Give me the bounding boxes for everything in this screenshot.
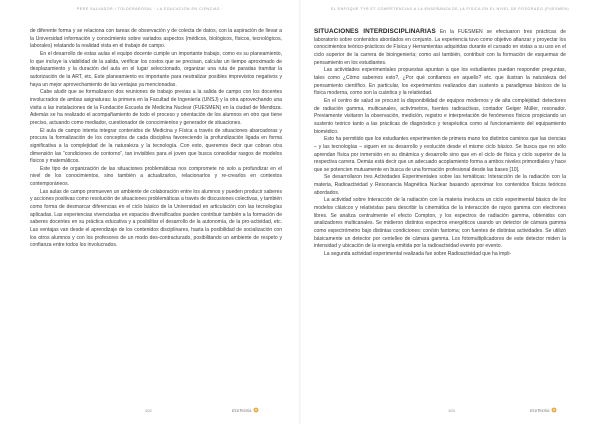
running-head: EL ENFOQUE TYR ET COMPETENCIAS A LA ENSEÑANZA DE LA FÍSICA EN EL NIVEL DE POSGRADO (FUESMEN) [330, 7, 570, 11]
paragraph: Se desarrollaron tres Actividades Experimentales sobre las temáticas: Interacción de la radiación con la materia, Radioactividad y Resonancia Magnética Nuclear basando aproximar los contenidos físicos teóricos abordados. [314, 174, 566, 196]
paragraph: Las aulas de campo promueven un ambiente de colaboración entre los alumnos y pueden producir saberes y acciones positivas como resolución de situaciones problemáticas a través de discusiones colectivas, y también como forma de desmarcar diferencias en el ciclo básico de la Universidad en articulación con las tecnologías aplicadas. Las experiencias vivenciadas en espacios diversificados pueden contribuir también a la formación de saberes docentes en su práctica educativa y a posibilitar el desarrollo de la autonomía, de la pro-actividad, etc. Las ventajas van desde el aprendizaje de los contenidos disciplinares, hasta la posibilidad de socialización con los otros alumnos y con los profesores de un modo des-contracturado, posibilitando un ambiente de respeto y confianza entre todos los involucrados. [30, 188, 282, 249]
body-text [314, 28, 566, 402]
paragraph-text: En la FUESMEN se efectuaron tres prácticas de laboratorio sobre contenidos abordados en conjunto. La experiencia tuvo como objetivo afianzar y proyectar los conocimientos teórico-prácticos de Física y Herramientas adquiridas durante el cursado en vistas a su uso en el ciclo superior de la carrera de bioingeniería; como así también, contribuir con la formación de esquemas de pensamiento en los estudiantes. [314, 29, 566, 66]
paragraph: Esto ha permitido que los estudiantes experimenten de primera mano los distintos caminos que las ciencias – y las tecnologías – siguen en su desarrollo y evolución desde el mismo ciclo básico. Se busca que no sólo aprendan física por inmersión en su dinámica y desarrollo sino que en el ciclo de física y ciclo superior de la respectiva carrera. Demás está decir que un adecuado acoplamiento forma a ambos niveles primordiales y hace que se potencien mutuamente en busca de una formación profesional desde las bases [10]. [314, 136, 566, 173]
section-intro-paragraph [314, 28, 566, 67]
section-title: SITUACIONES INTERDISCIPLINARIAS [314, 28, 436, 35]
brand [530, 407, 557, 413]
sun-logo-icon [551, 407, 557, 413]
paragraph: El aula de campo intenta integrar contenidos de Medicina y Física a través de situaciones abarcadoras y procura la formalización de los conceptos de cada disciplina favoreciendo la profundización ligada en forma significativa a la complejidad de la naturaleza y la tecnología. Con esto, queremos decir que cobran otra dimensión las “condiciones de contorno”, tan invisibles para el joven que busca consolidar rasgos de modelos físicos y matemáticos. [30, 127, 282, 165]
paragraph: La actividad sobre Interacción de la radiación con la materia involucra un ciclo experimental básico de los modelos clásicos y relativistas para describir la cinemática de la interacción de rayos gamma con electrones libres. Se analiza centralmente el efecto Compton, y los espectros de radiación gamma, obtenidos con analizadores multicanales. Se midieron distintos espectros energéticos usando un detector de cámara gamma como espectrómetro bajo distintas condiciones: con/sin fantoma; con fuentes de distintas actividades. Se utilizó básicamente un detector por centelleo de cámara gamma. Los fotomultiplicadores de este detector miden la intensidad y ubicación de la energía emitida por la radioactividad evento por evento. [314, 197, 566, 250]
paragraph: En el desarrollo de estas aulas el equipo docente cumple un importante trabajo, como es su planeamiento, lo que incluye la viabilidad de la salida, verificar los costos que se precisan, calcular un tiempo aproximado de desplazamiento y la duración del aula en el lugar seleccionado, organizar una ruta de paradas tramitar la autorización de la ART, etc. Este planeamiento es importante para neutralizar posibles imprevistos negativos y haya un mejor aprovechamiento de las ventajas ya mencionadas. [30, 50, 282, 88]
paragraph: Cabe aludir que se formalizaron dos reuniones de trabajo previas a la salida de campo con los docentes involucrados de ambas asignaturas: la primera en la Facultad de Ingeniería (UNSJ) y la otra aprovechando una visita a las instalaciones de la Fundación Escuela de Medicina Nuclear (FUESMEN) en la ciudad de Mendoza. Además se ha realizado el acompañamiento de todo el proceso y orientación de los alumnos en otro que tiene preciso, actuando como mediador, cuestionador de conocimientos y generador de situaciones. [30, 89, 282, 126]
page-footer [0, 407, 300, 415]
brand-name: EcoTecnia [530, 407, 550, 413]
paragraph: Las actividades experimentales propuestas apuntan a que los estudiantes puedan responder preguntas, tales como ¿Cómo sabemos esto?, ¿Por qué confiamos en aquello? etc. que ilustran la naturaleza del pensamiento científico. En particular, los experimentos realizados dan sustento a paradigmas básicos de la física moderna, como son la cuántica y la relatividad. [314, 67, 566, 97]
paragraph: La segunda actividad experimental realizada fue sobre Radioactividad que ha impli- [324, 251, 512, 258]
paragraph: de diferente forma y se relaciona con tareas de observación y de colecta de datos, con la aspiración de llevar a la Universidad información y conocimiento sobre variados aspectos (médicos, biológicos, físicos, tecnológicos, laborales) relatando la realidad vista en el trabajo de campo. [30, 28, 282, 50]
right-page [300, 0, 600, 424]
page-number: 103 [448, 408, 455, 413]
running-head: PERE SALVADOR I TOLDERAROSAL · LA EDUCACIÓN EN CIENCIAS · [76, 7, 224, 11]
paragraph: Este tipo de organización de las situaciones problemáticas nos compromete no solo a profundizar en el nivel de los conocimientos, sino también a actualizarlos, relacionarlos y re-crearlos en contextos contemporáneos. [30, 165, 282, 188]
paragraph: En el centro de salud se procuró la disponibilidad de equipos modernos y de alta complejidad: detectores de radiación gamma, multicanales, activímetros, fuentes radioactivas, contador Geiger Müller, resonador. Previamente visitaron la observación, medición, registro e interpretación de fenómenos físicos propiciando un sustento teórico tanto a las prácticas de diagnóstico y terapéutica como al funcionamiento del equipamiento biomédico. [314, 97, 566, 135]
body-text [30, 28, 282, 402]
page-number: 102 [145, 408, 152, 413]
page-footer [300, 407, 600, 415]
brand-name: EcoTecnia [232, 407, 252, 413]
sun-logo-icon [253, 407, 259, 413]
brand [232, 407, 259, 413]
